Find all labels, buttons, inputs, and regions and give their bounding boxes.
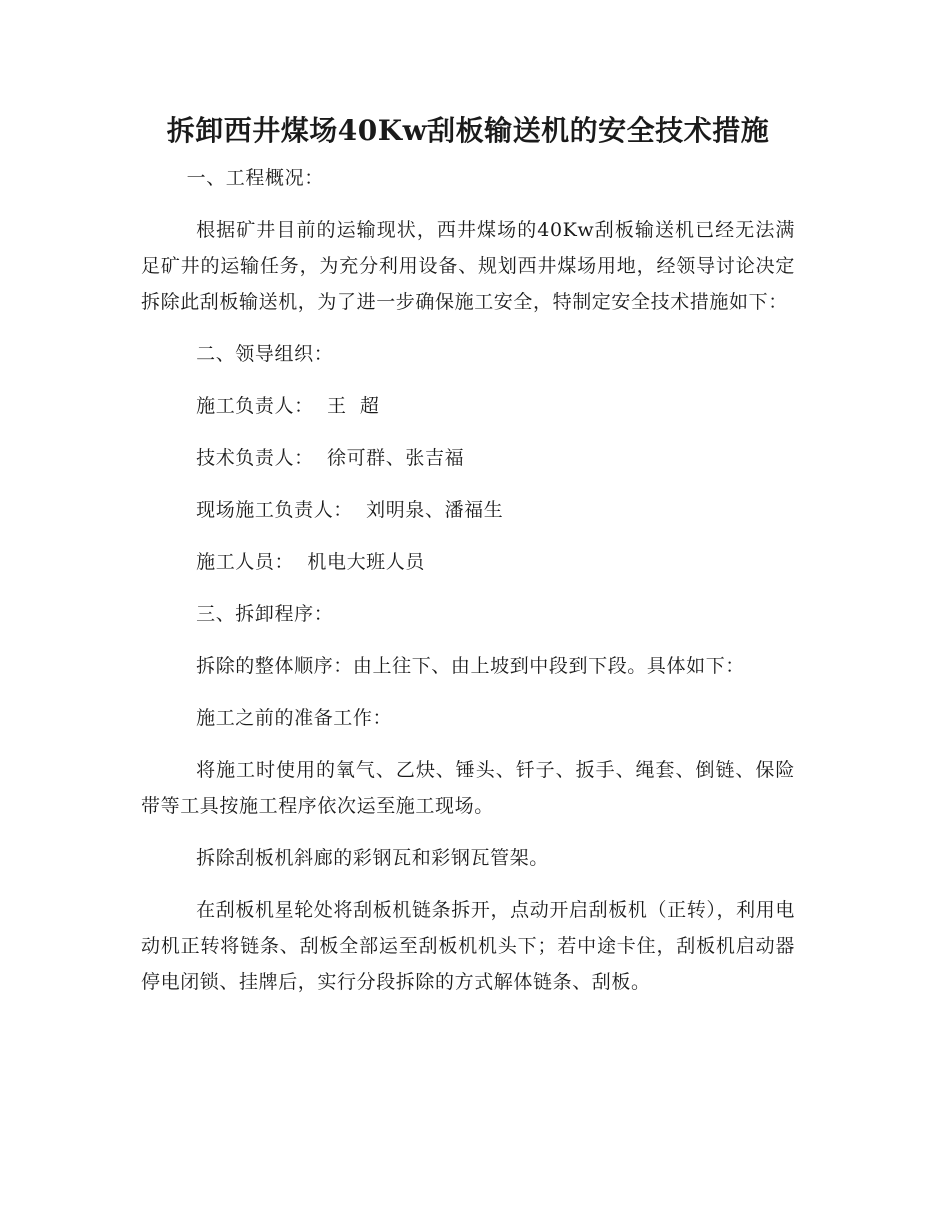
overall-sequence: 拆除的整体顺序：由上往下、由上坡到中段到下段。具体如下： bbox=[196, 655, 745, 677]
technical-lead: 技术负责人： 徐可群、张吉福 bbox=[196, 447, 465, 469]
section-heading-procedure: 三、拆卸程序： bbox=[196, 603, 334, 625]
document-page bbox=[141, 108, 795, 1000]
section-heading-leadership: 二、领导组织： bbox=[196, 343, 334, 365]
site-lead: 现场施工负责人： 刘明泉、潘福生 bbox=[196, 499, 504, 521]
section-heading-overview: 一、工程概况： bbox=[186, 167, 324, 189]
paragraph-chain-removal: 在刮板机星轮处将刮板机链条拆开，点动开启刮板机（正转），利用电动机正转将链条、刮板全部运至刮板机机头下；若中途卡住，刮板机启动器停电闭锁、挂牌后，实行分段拆除的方式解体链条、刮板。 bbox=[141, 899, 795, 993]
paragraph-remove-roof: 拆除刮板机斜廊的彩钢瓦和彩钢瓦管架。 bbox=[196, 847, 549, 869]
document-title: 拆卸西井煤场40Kw刮板输送机的安全技术措施 bbox=[166, 114, 770, 147]
paragraph-tools: 将施工时使用的氧气、乙炔、锤头、钎子、扳手、绳套、倒链、保险带等工具按施工程序依次运至施工现场。 bbox=[141, 759, 795, 817]
construction-staff: 施工人员： 机电大班人员 bbox=[196, 551, 425, 573]
preparation-heading: 施工之前的准备工作： bbox=[196, 707, 393, 729]
construction-lead: 施工负责人： 王 超 bbox=[196, 395, 380, 417]
paragraph-overview: 根据矿井目前的运输现状，西井煤场的40Kw刮板输送机已经无法满足矿井的运输任务，为充分利用设备、规划西井煤场用地，经领导讨论决定拆除此刮板输送机，为了进一步确保施工安全，特制定安全技术措施如下： bbox=[141, 219, 795, 313]
